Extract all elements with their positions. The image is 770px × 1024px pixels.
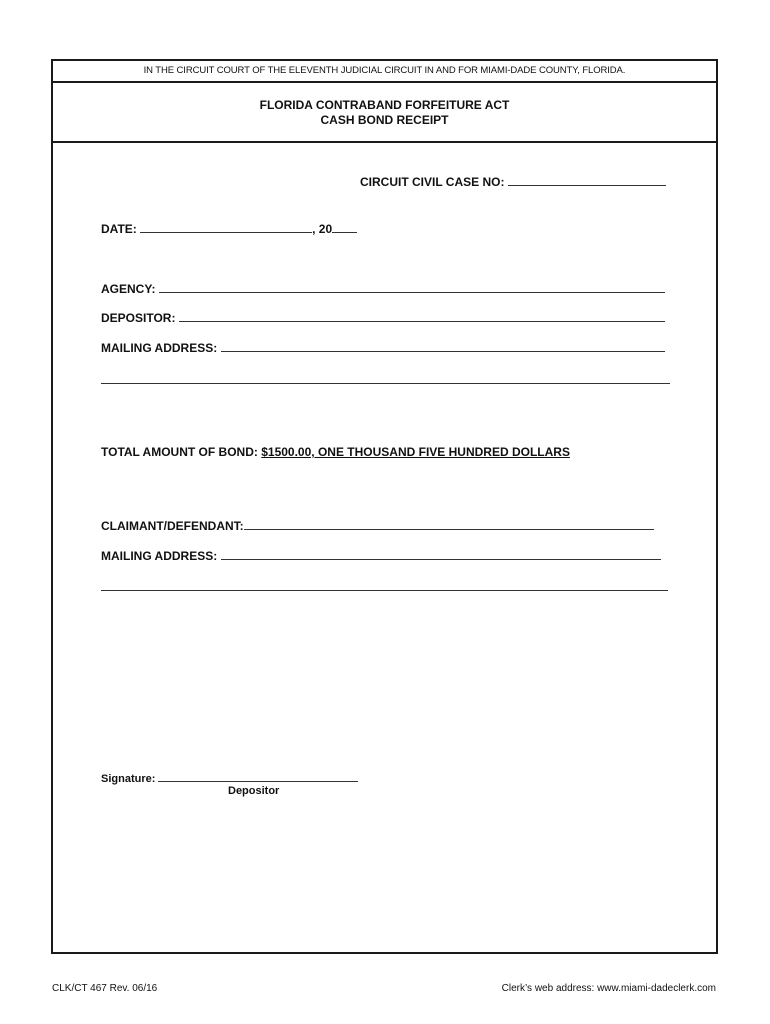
case-no-field xyxy=(360,175,666,189)
mailing-address-label: MAILING ADDRESS: xyxy=(101,341,218,355)
form-id: CLK/CT 467 Rev. 06/16 xyxy=(52,983,158,994)
total-bond-value: $1500.00, ONE THOUSAND FIVE HUNDRED DOLLARS xyxy=(261,445,570,459)
agency-input[interactable] xyxy=(159,282,665,293)
total-bond-label: TOTAL AMOUNT OF BOND: xyxy=(101,445,258,459)
mailing-address-field xyxy=(101,341,665,355)
signature-label: Signature: xyxy=(101,773,156,785)
form-title-line2: CASH BOND RECEIPT xyxy=(320,113,449,127)
claimant-input[interactable] xyxy=(244,519,654,530)
mailing-address-line2[interactable] xyxy=(101,383,670,384)
claimant-label: CLAIMANT/DEFENDANT: xyxy=(101,519,244,533)
signature-role: Depositor xyxy=(228,785,280,797)
claimant-mailing-label: MAILING ADDRESS: xyxy=(101,549,218,563)
date-year-prefix: , 20 xyxy=(312,222,333,236)
signature-field xyxy=(101,771,358,785)
clerk-web-address: Clerk’s web address: www.miami-dadeclerk.com xyxy=(501,983,716,994)
court-heading: IN THE CIRCUIT COURT OF THE ELEVENTH JUDICIAL CIRCUIT IN AND FOR MIAMI-DADE COUNTY, FLORIDA. xyxy=(53,61,716,83)
claimant-mailing-field xyxy=(101,549,661,563)
case-no-label: CIRCUIT CIVIL CASE NO: xyxy=(360,175,505,189)
form-title xyxy=(53,83,716,143)
depositor-input[interactable] xyxy=(179,311,665,322)
form-title-line1: FLORIDA CONTRABAND FORFEITURE ACT xyxy=(259,98,510,112)
form-frame xyxy=(51,59,718,954)
depositor-label: DEPOSITOR: xyxy=(101,311,176,325)
agency-field xyxy=(101,282,665,296)
agency-label: AGENCY: xyxy=(101,282,156,296)
mailing-address-input[interactable] xyxy=(221,341,665,352)
claimant-field xyxy=(101,519,654,533)
claimant-mailing-line2[interactable] xyxy=(101,590,668,591)
date-input[interactable] xyxy=(140,222,312,233)
signature-input[interactable] xyxy=(158,771,358,782)
total-bond-field xyxy=(101,445,570,459)
case-no-input[interactable] xyxy=(508,175,666,186)
date-year-input[interactable] xyxy=(332,222,357,233)
claimant-mailing-input[interactable] xyxy=(221,549,661,560)
depositor-field xyxy=(101,311,665,325)
date-field xyxy=(101,222,357,236)
date-label: DATE: xyxy=(101,222,137,236)
